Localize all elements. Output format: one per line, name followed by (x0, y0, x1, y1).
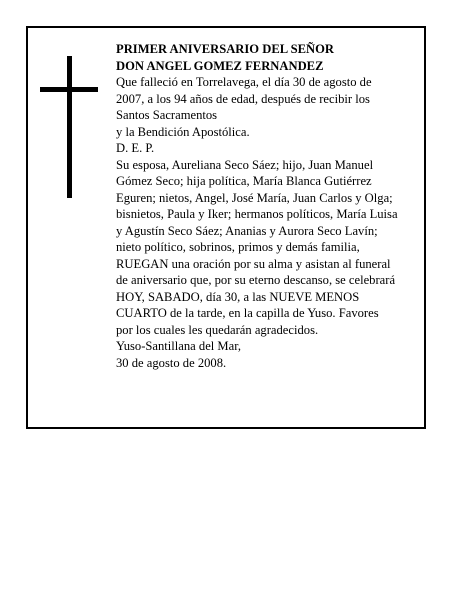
notice-body-line: Gómez Seco; hija política, María Blanca Gutiérrez (116, 174, 372, 188)
notice-body-line: y Agustín Seco Sáez; Ananias y Aurora Seco Lavín; (116, 223, 378, 238)
notice-body-line: Que falleció en Torrelavega, el día 30 de agosto de (116, 75, 372, 89)
notice-body-line: HOY, SABADO, día 30, a las NUEVE MENOS (116, 289, 360, 304)
obituary-notice (26, 26, 426, 429)
notice-title-line-2: DON ANGEL GOMEZ FERNANDEZ (116, 58, 324, 73)
notice-place-line: Yuso-Santillana del Mar, (116, 339, 242, 353)
notice-body-line: nieto político, sobrinos, primos y demás familia, (116, 240, 360, 254)
notice-dep-line: D. E. P. (116, 141, 155, 155)
cross-horizontal-bar (40, 87, 98, 92)
notice-body-line: RUEGAN una oración por su alma y asistan al funeral (116, 256, 391, 271)
cross-icon (40, 56, 98, 198)
notice-title-line-1: PRIMER ANIVERSARIO DEL SEÑOR (116, 42, 334, 56)
notice-body-line: CUARTO de la tarde, en la capilla de Yuso. Favores (116, 306, 379, 320)
cross-vertical-bar (67, 56, 72, 198)
notice-text (116, 41, 422, 371)
notice-body-line: bisnietos, Paula y Iker; hermanos políticos, María Luisa (116, 207, 398, 221)
notice-body-line: Santos Sacramentos (116, 108, 218, 122)
notice-body-line: por los cuales les quedarán agradecidos. (116, 322, 319, 337)
notice-body-line: Su esposa, Aureliana Seco Sáez; hijo, Juan Manuel (116, 157, 374, 172)
notice-body-line: 2007, a los 94 años de edad, después de recibir los (116, 91, 370, 106)
notice-body-line: Eguren; nietos, Angel, José María, Juan Carlos y Olga; (116, 190, 393, 205)
notice-body-line: de aniversario que, por su eterno descanso, se celebrará (116, 273, 396, 287)
notice-body-line: y la Bendición Apostólica. (116, 124, 250, 139)
notice-date-line: 30 de agosto de 2008. (116, 355, 227, 370)
